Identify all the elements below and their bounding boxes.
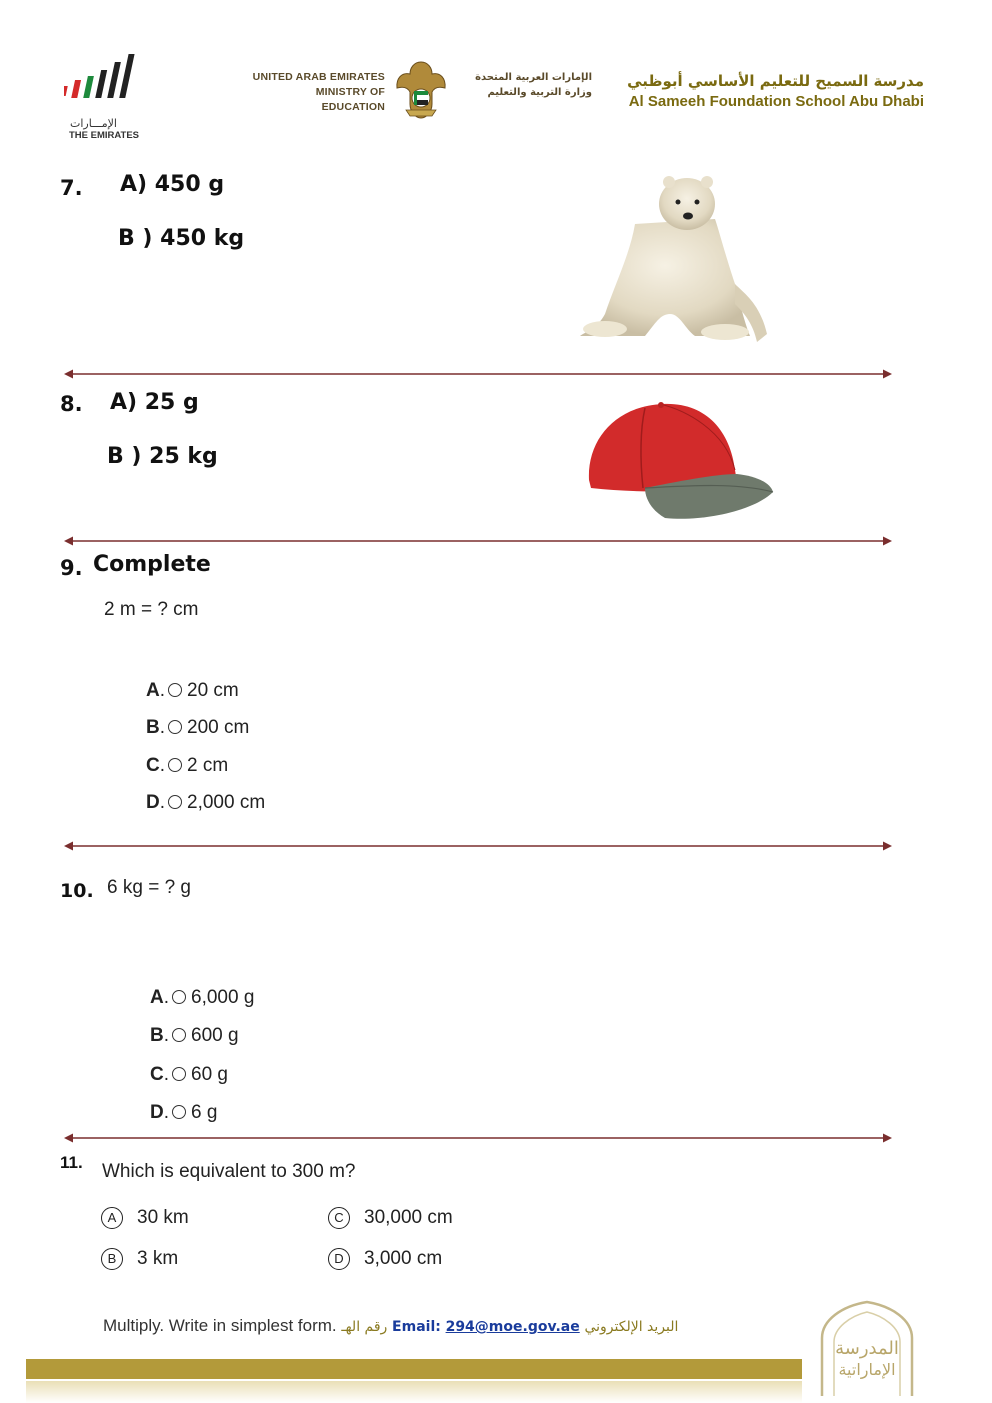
circled-letter-a[interactable]: A xyxy=(101,1207,123,1229)
radio-circle-icon[interactable] xyxy=(172,1105,186,1119)
section-divider xyxy=(64,840,892,852)
q9-choice-d[interactable]: D. 2,000 cm xyxy=(146,792,266,813)
section-divider xyxy=(64,1132,892,1144)
radio-circle-icon[interactable] xyxy=(172,1028,186,1042)
school-logo-text-1: المدرسة xyxy=(835,1338,899,1359)
q8-option-b[interactable]: B ) 25 kg xyxy=(107,444,218,469)
school-name-ar: مدرسة السميح للتعليم الأساسي أبوظبي xyxy=(627,72,924,90)
q7-option-a[interactable]: A) 450 g xyxy=(120,172,225,197)
q11-choice-a[interactable]: A 30 km xyxy=(101,1207,189,1229)
q10-choice-d[interactable]: D. 6 g xyxy=(150,1102,218,1123)
emirati-school-logo xyxy=(812,1298,922,1398)
circled-letter-c[interactable]: C xyxy=(328,1207,350,1229)
footer-gold-fade xyxy=(26,1381,802,1403)
q11-choice-c[interactable]: C 30,000 cm xyxy=(328,1207,453,1229)
q9-prompt: 2 m = ? cm xyxy=(104,599,199,620)
q11-number: 11. xyxy=(60,1153,83,1172)
ministry-name-ar: الإمارات العربية المتحدة وزارة التربية والتعليم xyxy=(475,72,592,98)
polar-bear-image xyxy=(575,164,775,348)
footer-number-label: رقم الهـ xyxy=(341,1319,388,1335)
footer-line xyxy=(103,1316,678,1336)
radio-circle-icon[interactable] xyxy=(168,758,182,772)
footer-email-ar: البريد الإلكتروني xyxy=(584,1319,679,1335)
q9-title: Complete xyxy=(93,552,211,577)
radio-circle-icon[interactable] xyxy=(168,720,182,734)
q10-choice-c[interactable]: C. 60 g xyxy=(150,1064,228,1085)
radio-circle-icon[interactable] xyxy=(168,683,182,697)
section-divider xyxy=(64,535,892,547)
q9-choice-b[interactable]: B. 200 cm xyxy=(146,717,250,738)
red-cap-image xyxy=(585,400,775,525)
circled-letter-b[interactable]: B xyxy=(101,1248,123,1270)
q11-choice-d[interactable]: D 3,000 cm xyxy=(328,1248,442,1270)
q10-prompt: 6 kg = ? g xyxy=(107,877,191,898)
emirates-logo xyxy=(64,52,144,147)
q11-choice-b[interactable]: B 3 km xyxy=(101,1248,178,1270)
q9-choice-c[interactable]: C. 2 cm xyxy=(146,755,229,776)
radio-circle-icon[interactable] xyxy=(172,1067,186,1081)
footer-gold-bar xyxy=(26,1359,802,1379)
q10-choice-b[interactable]: B. 600 g xyxy=(150,1025,239,1046)
section-divider xyxy=(64,368,892,380)
school-name-en: Al Sameeh Foundation School Abu Dhabi xyxy=(628,93,924,110)
q9-number: 9. xyxy=(60,556,83,580)
circled-letter-d[interactable]: D xyxy=(328,1248,350,1270)
ministry-name-en: UNITED ARAB EMIRATES MINISTRY OF EDUCATION xyxy=(252,71,385,113)
footer-email-link[interactable]: 294@moe.gov.ae xyxy=(445,1319,580,1335)
uae-emblem-icon xyxy=(394,58,448,122)
q8-option-a[interactable]: A) 25 g xyxy=(110,390,199,415)
q7-number: 7. xyxy=(60,176,83,200)
q10-number: 10. xyxy=(60,880,94,902)
radio-circle-icon[interactable] xyxy=(168,795,182,809)
q9-choice-a[interactable]: A. 20 cm xyxy=(146,680,239,701)
school-logo-text-2: الإماراتية xyxy=(838,1360,896,1379)
radio-circle-icon[interactable] xyxy=(172,990,186,1004)
emirates-logo-ar: الإمـــارات xyxy=(70,117,117,130)
q8-number: 8. xyxy=(60,392,83,416)
footer-instruction: Multiply. Write in simplest form. xyxy=(103,1316,337,1335)
footer-email-label: Email: xyxy=(392,1319,441,1335)
q11-prompt: Which is equivalent to 300 m? xyxy=(102,1161,356,1182)
q10-choice-a[interactable]: A. 6,000 g xyxy=(150,987,255,1008)
q7-option-b[interactable]: B ) 450 kg xyxy=(118,226,245,251)
emirates-logo-en: THE EMIRATES xyxy=(69,130,140,141)
